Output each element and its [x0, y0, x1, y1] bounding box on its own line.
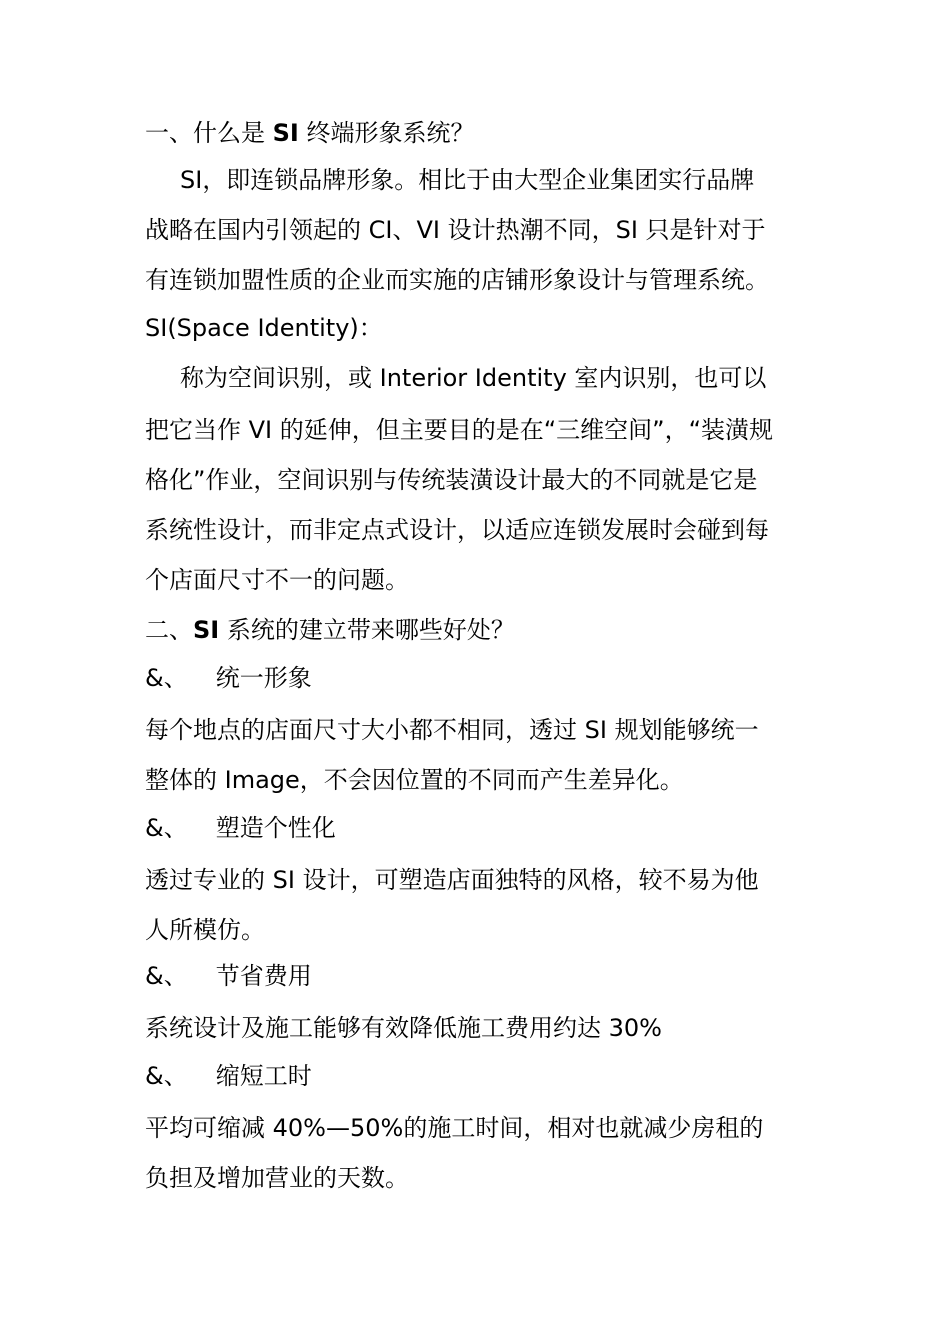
section1-heading-bold: SI: [272, 119, 299, 147]
section2-heading-suffix: 系统的建立带来哪些好处？: [226, 616, 515, 644]
paragraph-line: 负担及增加营业的天数。: [145, 1164, 409, 1192]
bullet-marker: &、: [145, 664, 188, 692]
section1-heading-prefix: 一、什么是: [145, 119, 265, 147]
list-item-title: [145, 812, 825, 844]
paragraph-line: 战略在国内引领起的 CI、VI 设计热潮不同，SI 只是针对于: [145, 216, 766, 244]
paragraph-line: 透过专业的 SI 设计，可塑造店面独特的风格，较不易为他: [145, 866, 759, 894]
paragraph-line: 人所模仿。: [145, 916, 265, 944]
paragraph-line: 个店面尺寸不一的问题。: [145, 566, 409, 594]
paragraph-line: 平均可缩减 40%—50%的施工时间，相对也就减少房租的: [145, 1114, 764, 1142]
bullet-marker: &、: [145, 814, 188, 842]
bullet-marker: &、: [145, 1062, 188, 1090]
list-item-title: [145, 1060, 825, 1092]
paragraph-line: 整体的 Image，不会因位置的不同而产生差异化。: [145, 766, 684, 794]
definition-line: SI(Space Identity)：: [145, 314, 383, 342]
paragraph-line: 把它当作 VI 的延伸，但主要目的是在“三维空间”，“装潢规: [145, 416, 774, 444]
paragraph-line: 格化”作业，空间识别与传统装潢设计最大的不同就是它是: [145, 466, 758, 494]
paragraph-line: SI，即连锁品牌形象。相比于由大型企业集团实行品牌: [180, 166, 755, 194]
list-item-title: [145, 662, 825, 694]
item-title: 节省费用: [215, 962, 312, 990]
section1-heading-suffix: 终端形象系统？: [306, 119, 475, 147]
section2-heading: [145, 614, 825, 646]
list-item-title: [145, 960, 825, 992]
paragraph-line: 系统设计及施工能够有效降低施工费用约达 30%: [145, 1014, 662, 1042]
item-title: 缩短工时: [215, 1062, 312, 1090]
paragraph-line: 称为空间识别，或 Interior Identity 室内识别，也可以: [180, 364, 767, 392]
paragraph-line: 每个地点的店面尺寸大小都不相同，透过 SI 规划能够统一: [145, 716, 759, 744]
item-title: 塑造个性化: [215, 814, 336, 842]
bullet-marker: &、: [145, 962, 188, 990]
paragraph-line: 有连锁加盟性质的企业而实施的店铺形象设计与管理系统。: [145, 266, 769, 294]
item-title: 统一形象: [215, 664, 312, 692]
section2-heading-prefix: 二、: [145, 616, 193, 644]
section1-heading: [145, 117, 825, 149]
section2-heading-bold: SI: [193, 616, 220, 644]
paragraph-line: 系统性设计，而非定点式设计，以适应连锁发展时会碰到每: [145, 516, 769, 544]
